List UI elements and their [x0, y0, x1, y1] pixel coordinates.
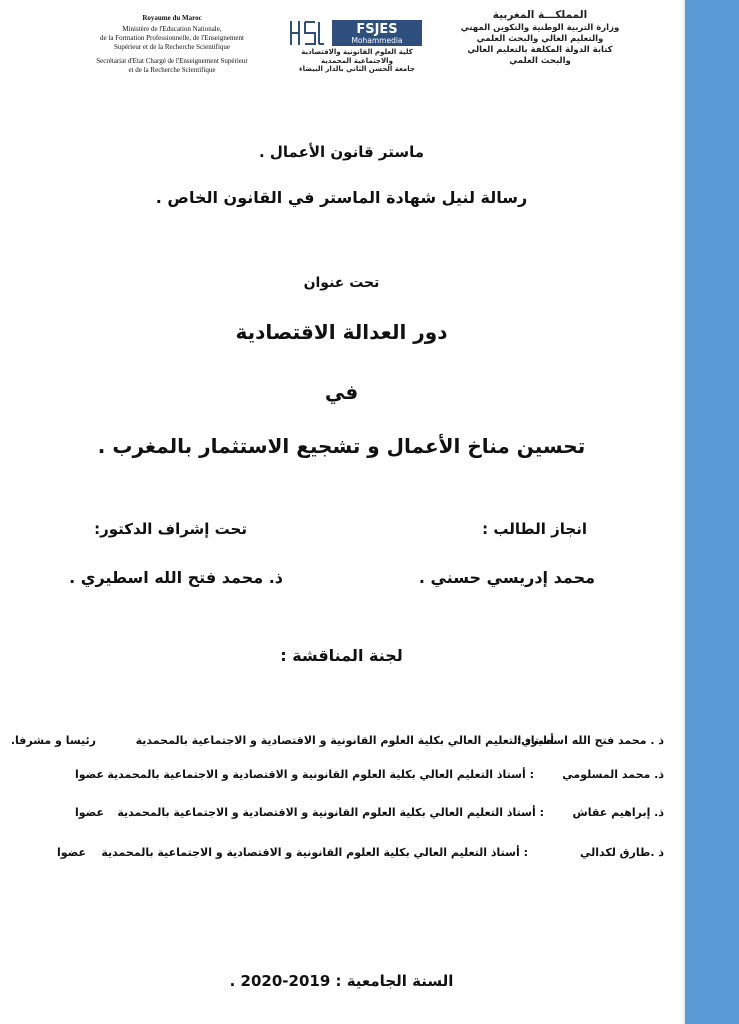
thesis-title-line2: تحسين مناخ الأعمال و تشجيع الاستثمار بالمغرب .	[97, 434, 586, 458]
header-arabic	[440, 10, 640, 67]
logo-sub-line: والاجتماعية المحمدية	[321, 56, 393, 65]
student-label: انجاز الطالب :	[482, 520, 587, 538]
logo-sub-line: جامعة الحسن الثاني بالدار البيضاء	[299, 65, 415, 73]
blue-side-bar	[683, 0, 739, 1024]
header-fr-line: de la Formation Professionnelle, de l'Enseignement	[100, 34, 244, 42]
header-ar-line: وزارة التربية الوطنية والتكوين المهني	[460, 23, 620, 33]
supervisor-name: ذ. محمد فتح الله اسطيري .	[69, 568, 283, 587]
committee-member	[8, 846, 664, 868]
header-fr-line: et de la Recherche Scientifique	[128, 66, 216, 74]
member-name: ذ. محمد المسلومي	[562, 768, 664, 781]
student-name: محمد إدريسي حسني .	[418, 568, 595, 587]
member-name: ذ . محمد فتح الله اسطيري:	[516, 734, 664, 747]
member-role: عضوا	[74, 806, 104, 819]
committee-member	[8, 768, 664, 790]
fsjes-logo	[288, 18, 424, 48]
member-role: رئيسا و مشرفا.	[10, 734, 96, 747]
thesis-title-line1: دور العدالة الاقتصادية	[235, 320, 448, 344]
header-french	[72, 14, 272, 75]
committee-label: لجنة المناقشة :	[280, 646, 403, 665]
header-ar-line: والتعليم العالي والبحث العلمي	[476, 34, 604, 44]
master-program: ماستر قانون الأعمال .	[258, 143, 425, 161]
academic-year: السنة الجامعية : 2019-2020 .	[229, 972, 454, 990]
member-role: عضوا	[56, 846, 86, 859]
header-fr-kingdom: Royaume du Maroc	[142, 14, 202, 22]
thesis-purpose: رسالة لنيل شهادة الماستر في القانون الخاص .	[155, 188, 528, 207]
member-role: عضوا	[74, 768, 104, 781]
supervisor-label: تحت إشراف الدكتور:	[94, 520, 247, 538]
thesis-title-connector: في	[324, 380, 359, 404]
member-name: ذ. إبراهيم عقاش	[572, 806, 664, 819]
member-description: : أستاذ التعليم العالي بكلية العلوم القانونية و الاقتصادية و الاجتماعية بالمحمدية	[107, 768, 534, 781]
under-title: تحت عنوان	[303, 275, 380, 291]
header-ar-line: والبحث العلمي	[509, 56, 571, 66]
header-fr-line: Secrétariat d'Etat Chargé de l'Enseignement Supérieur	[96, 57, 248, 65]
header-ar-kingdom: المملكـــة المغربية	[492, 9, 588, 21]
committee-member	[8, 806, 664, 828]
header-fr-line: Ministère de l'Education Nationale,	[122, 25, 222, 33]
header-fr-line: Supérieur et de la Recherche Scientifique	[113, 43, 231, 51]
header-ar-line: كتابة الدولة المكلفة بالتعليم العالي	[467, 45, 613, 55]
logo-sub-line: كلية العلوم القانونية والاقتصادية	[301, 48, 413, 56]
logo-name: FSJES	[356, 22, 398, 37]
member-description: أستاذ التعليم العالي بكلية العلوم القانونية و الاقتصادية و الاجتماعية بالمحمدية	[135, 734, 554, 747]
logo-city: Mohammedia	[351, 36, 403, 45]
member-name: ذ .طارق لكدالي	[579, 846, 664, 859]
fsjes-emblem-icon	[291, 21, 324, 45]
committee-member	[8, 734, 664, 756]
member-description: : أستاذ التعليم العالي بكلية العلوم القانونية و الاقتصادية و الاجتماعية بالمحمدية	[101, 846, 528, 859]
logo-subtitle	[284, 48, 430, 74]
member-description: : أستاذ التعليم العالي بكلية العلوم القانونية و الاقتصادية و الاجتماعية بالمحمدية	[117, 806, 544, 819]
